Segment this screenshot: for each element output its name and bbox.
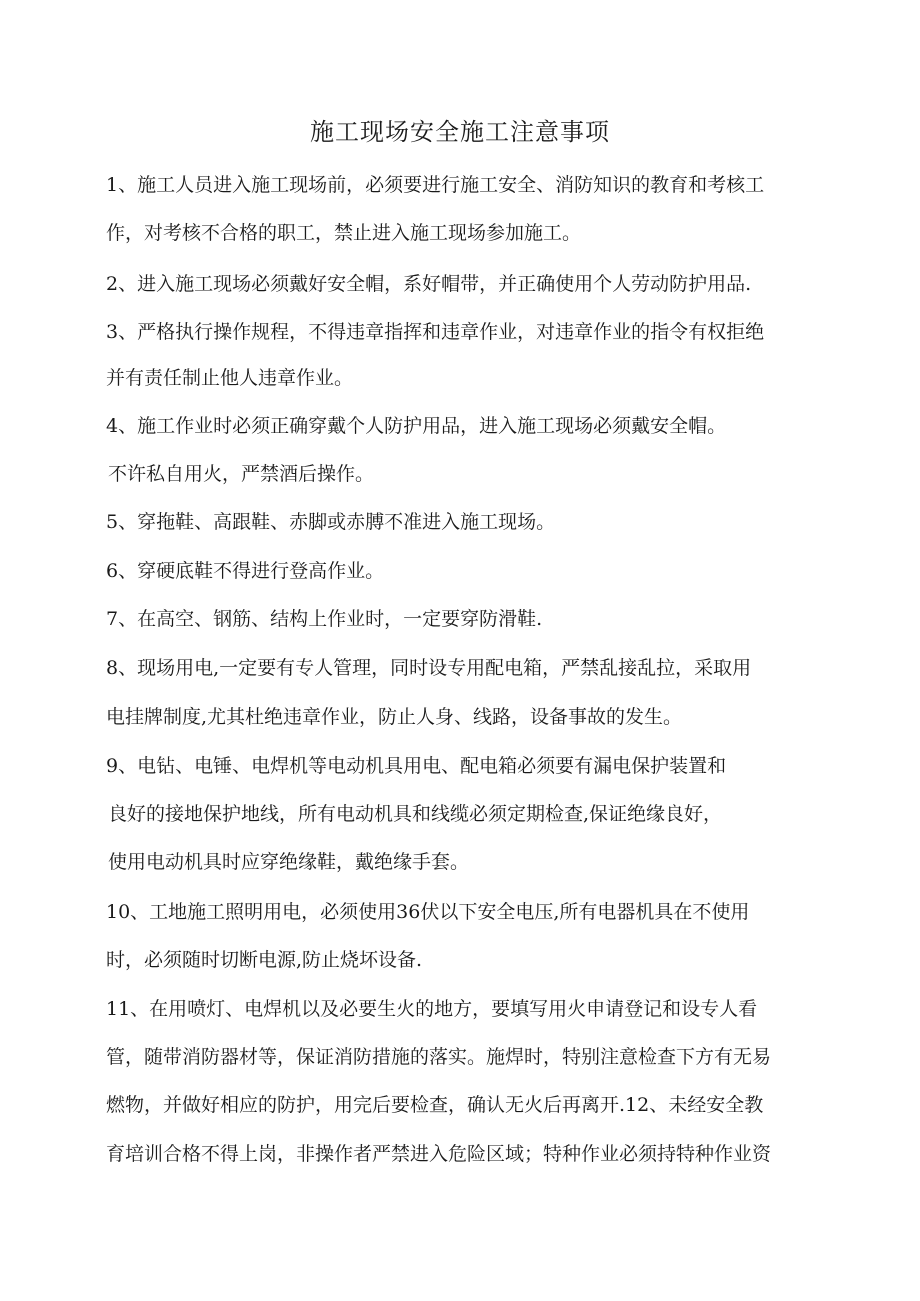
- text-line-item6: 6、穿硬底鞋不得进行登高作业。: [106, 560, 385, 582]
- text-line-item2: 2、进入施工现场必须戴好安全帽，系好帽带，并正确使用个人劳动防护用品.: [106, 273, 752, 295]
- text-line-item9-a: 9、电钻、电锤、电焊机等电动机具用电、配电箱必须要有漏电保护装置和: [106, 755, 727, 777]
- text-line-item1-a: 1、施工人员进入施工现场前，必须要进行施工安全、消防知识的教育和考核工: [106, 174, 765, 196]
- text-line-item10-b: 时，必须随时切断电源,防止烧坏设备.: [106, 949, 423, 971]
- text-line-item11-c: 燃物，并做好相应的防护，用完后要检查，确认无火后再离开.12、未经安全教: [106, 1094, 764, 1116]
- text-line-item10-a: 10、工地施工照明用电，必须使用36伏以下安全电压,所有电器机具在不使用: [106, 901, 750, 923]
- text-line-item9-b: 良好的接地保护地线，所有电动机具和线缆必须定期检查,保证绝缘良好，: [108, 803, 723, 825]
- text-line-item7: 7、在高空、钢筋、结构上作业时，一定要穿防滑鞋.: [106, 608, 543, 630]
- text-line-item11-a: 11、在用喷灯、电焊机以及必要生火的地方，要填写用火申请登记和设专人看: [106, 998, 758, 1020]
- text-line-item4-a: 4、施工作业时必须正确穿戴个人防护用品，进入施工现场必须戴安全帽。: [106, 415, 727, 437]
- document-title: 施工现场安全施工注意事项: [310, 118, 610, 146]
- text-line-item3-b: 并有责任制止他人违章作业。: [106, 367, 354, 389]
- text-line-item4-b: 不许私自用火，严禁酒后操作。: [108, 463, 375, 485]
- text-line-item9-c: 使用电动机具时应穿绝缘鞋，戴绝缘手套。: [108, 851, 470, 873]
- text-line-item8-b: 电挂牌制度,尤其杜绝违章作业，防止人身、线路，设备事故的发生。: [106, 706, 683, 728]
- text-line-item11-b: 管，随带消防器材等，保证消防措施的落实。施焊时，特别注意检查下方有无易: [106, 1046, 772, 1068]
- text-line-item1-b: 作，对考核不合格的职工，禁止进入施工现场参加施工。: [106, 222, 582, 244]
- text-line-item3-a: 3、严格执行操作规程，不得违章指挥和违章作业，对违章作业的指令有权拒绝: [106, 321, 765, 343]
- text-line-item8-a: 8、现场用电,一定要有专人管理，同时设专用配电箱，严禁乱接乱拉，采取用: [106, 657, 752, 679]
- text-line-item12: 育培训合格不得上岗，非操作者严禁进入危险区域；特种作业必须持特种作业资: [106, 1143, 772, 1165]
- text-line-item5: 5、穿拖鞋、高跟鞋、赤脚或赤膊不准进入施工现场。: [106, 511, 556, 533]
